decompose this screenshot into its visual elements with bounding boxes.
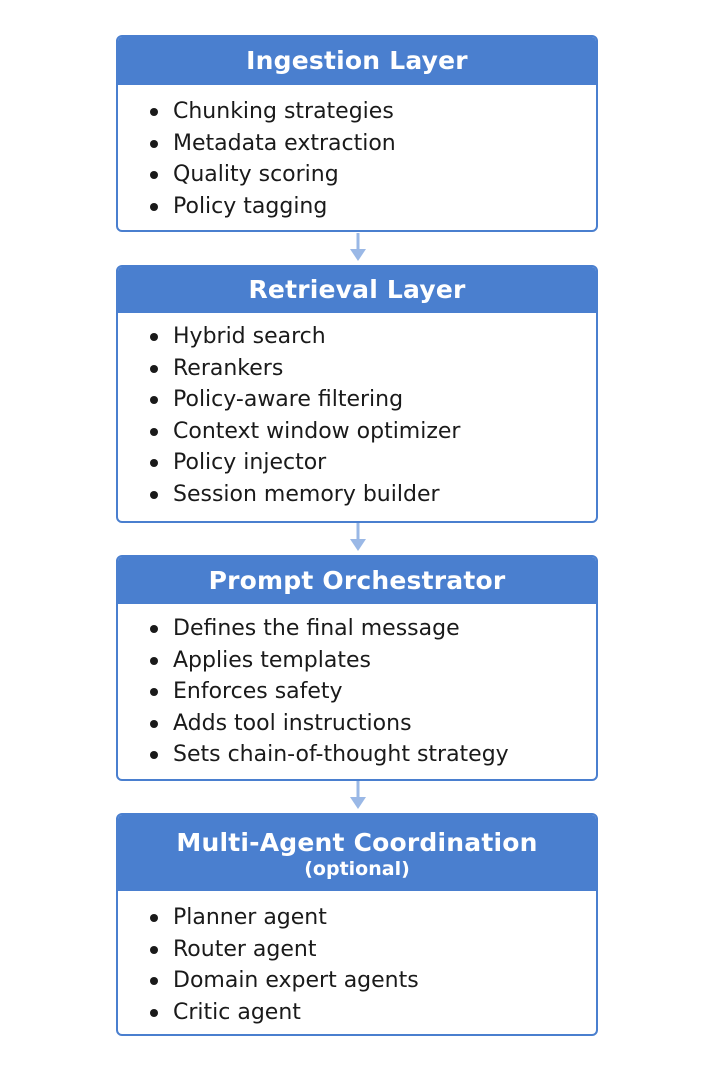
block-header	[118, 267, 596, 313]
retrieval-layer-block	[116, 265, 598, 523]
block-title: Ingestion Layer	[246, 46, 468, 75]
block-item-list	[118, 85, 596, 222]
block-subtitle: (optional)	[304, 858, 410, 880]
block-item-list	[118, 891, 596, 1028]
block-item-list	[118, 604, 596, 771]
list-item: Planner agent	[148, 902, 596, 934]
block-title: Retrieval Layer	[248, 275, 466, 304]
block-title: Multi-Agent Coordination	[176, 828, 538, 857]
list-item: Critic agent	[148, 997, 596, 1029]
list-item: Domain expert agents	[148, 965, 596, 997]
list-item: Chunking strategies	[148, 96, 596, 128]
list-item: Metadata extraction	[148, 128, 596, 160]
block-header	[118, 815, 596, 891]
list-item: Policy-aware filtering	[148, 384, 596, 416]
list-item: Applies templates	[148, 645, 596, 677]
block-header	[118, 557, 596, 604]
list-item: Adds tool instructions	[148, 708, 596, 740]
block-header	[118, 37, 596, 85]
list-item: Rerankers	[148, 353, 596, 385]
flow-arrow-down-icon	[349, 523, 367, 553]
multi-agent-coordination-block	[116, 813, 598, 1036]
list-item: Hybrid search	[148, 321, 596, 353]
list-item: Defines the final message	[148, 613, 596, 645]
block-item-list	[118, 313, 596, 511]
list-item: Quality scoring	[148, 159, 596, 191]
ingestion-layer-block	[116, 35, 598, 232]
list-item: Policy injector	[148, 447, 596, 479]
list-item: Sets chain-of-thought strategy	[148, 739, 596, 771]
list-item: Session memory builder	[148, 479, 596, 511]
block-title: Prompt Orchestrator	[208, 565, 506, 595]
flow-arrow-down-icon	[349, 781, 367, 811]
list-item: Enforces safety	[148, 676, 596, 708]
flow-arrow-down-icon	[349, 233, 367, 263]
list-item: Context window optimizer	[148, 416, 596, 448]
prompt-orchestrator-block	[116, 555, 598, 781]
list-item: Router agent	[148, 934, 596, 966]
list-item: Policy tagging	[148, 191, 596, 223]
